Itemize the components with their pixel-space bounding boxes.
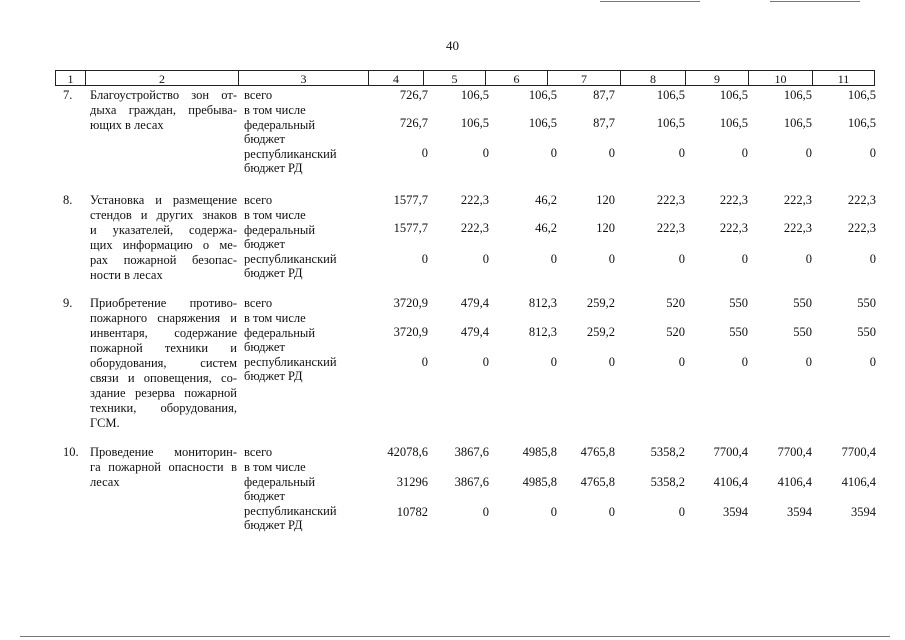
funding-label-republic-2: бюджет РД <box>244 369 303 383</box>
row-description <box>90 445 237 490</box>
funding-label-including: в том числе <box>244 208 306 222</box>
funding-label-federal-2: бюджет <box>244 340 285 354</box>
column-header-1: 1 <box>55 70 85 86</box>
total-value-col-7: 259,2 <box>586 296 615 310</box>
republic-value-col-10: 0 <box>805 252 812 266</box>
total-value-col-10: 550 <box>793 296 812 310</box>
total-value-col-9: 7700,4 <box>713 445 748 459</box>
federal-value-col-5: 222,3 <box>460 221 489 235</box>
column-header-7: 7 <box>547 70 620 86</box>
republic-value-col-7: 0 <box>608 355 615 369</box>
total-value-col-4: 3720,9 <box>393 296 428 310</box>
description-line: оборудования, систем <box>90 356 237 370</box>
total-value-col-6: 46,2 <box>535 193 557 207</box>
total-value-col-10: 7700,4 <box>777 445 812 459</box>
republic-value-col-5: 0 <box>482 355 489 369</box>
description-line: ности в лесах <box>90 268 163 282</box>
total-value-col-5: 222,3 <box>460 193 489 207</box>
total-value-col-5: 479,4 <box>460 296 489 310</box>
description-line: техники, оборудования, <box>90 401 237 415</box>
total-value-col-6: 812,3 <box>528 296 557 310</box>
total-value-col-9: 222,3 <box>719 193 748 207</box>
description-line: ГСМ. <box>90 416 120 430</box>
description-line: инвентаря, содержание <box>90 326 237 340</box>
federal-value-col-7: 87,7 <box>593 116 615 130</box>
federal-value-col-6: 46,2 <box>535 221 557 235</box>
republic-value-col-7: 0 <box>608 252 615 266</box>
federal-value-col-4: 3720,9 <box>393 325 428 339</box>
total-value-col-6: 106,5 <box>528 88 557 102</box>
total-value-col-4: 42078,6 <box>387 445 428 459</box>
total-value-col-11: 550 <box>857 296 876 310</box>
funding-label-including: в том числе <box>244 311 306 325</box>
description-line: пожарной техники и <box>90 341 237 355</box>
row-number: 7. <box>63 88 73 102</box>
funding-label-republic-2: бюджет РД <box>244 518 303 532</box>
row-number: 10. <box>63 445 79 459</box>
total-value-col-11: 7700,4 <box>841 445 876 459</box>
funding-label-federal-2: бюджет <box>244 237 285 251</box>
column-header-2: 2 <box>85 70 238 86</box>
republic-value-col-7: 0 <box>608 505 615 519</box>
federal-value-col-9: 106,5 <box>719 116 748 130</box>
funding-label-total: всего <box>244 296 273 310</box>
republic-value-col-10: 0 <box>805 355 812 369</box>
federal-value-col-6: 106,5 <box>528 116 557 130</box>
total-value-col-8: 5358,2 <box>650 445 685 459</box>
republic-value-col-4: 0 <box>421 146 428 160</box>
republic-value-col-4: 0 <box>421 355 428 369</box>
column-header-9: 9 <box>685 70 748 86</box>
row-number: 9. <box>63 296 73 310</box>
republic-value-col-5: 0 <box>482 146 489 160</box>
republic-value-col-9: 0 <box>741 146 748 160</box>
republic-value-col-6: 0 <box>550 505 557 519</box>
column-header-6: 6 <box>485 70 547 86</box>
total-value-col-9: 106,5 <box>719 88 748 102</box>
description-line: Проведение мониторин- <box>90 445 237 459</box>
total-value-col-4: 1577,7 <box>393 193 428 207</box>
federal-value-col-6: 812,3 <box>528 325 557 339</box>
column-header-11: 11 <box>812 70 875 86</box>
description-line: Приобретение противо- <box>90 296 237 310</box>
federal-value-col-11: 550 <box>857 325 876 339</box>
row-description <box>90 88 237 133</box>
column-header-8: 8 <box>620 70 685 86</box>
republic-value-col-6: 0 <box>550 355 557 369</box>
funding-label-federal-1: федеральный <box>244 223 316 237</box>
funding-label-republic-2: бюджет РД <box>244 266 303 280</box>
description-line: дыха граждан, пребыва- <box>90 103 237 117</box>
republic-value-col-9: 0 <box>741 252 748 266</box>
funding-label-republic-1: республиканский <box>244 252 337 266</box>
republic-value-col-11: 3594 <box>851 505 876 519</box>
republic-value-col-5: 0 <box>482 505 489 519</box>
page-number: 40 <box>446 38 459 53</box>
republic-value-col-8: 0 <box>678 146 685 160</box>
description-line: Установка и размещение <box>90 193 237 207</box>
row-description <box>90 296 237 431</box>
funding-label-federal-1: федеральный <box>244 475 316 489</box>
federal-value-col-10: 550 <box>793 325 812 339</box>
federal-value-col-7: 259,2 <box>586 325 615 339</box>
federal-value-col-4: 31296 <box>396 475 428 489</box>
federal-value-col-8: 106,5 <box>656 116 685 130</box>
federal-value-col-4: 1577,7 <box>393 221 428 235</box>
federal-value-col-11: 106,5 <box>847 116 876 130</box>
republic-value-col-8: 0 <box>678 505 685 519</box>
republic-value-col-11: 0 <box>869 146 876 160</box>
description-line: га пожарной опасности в <box>90 460 237 474</box>
funding-label-federal-2: бюджет <box>244 489 285 503</box>
republic-value-col-9: 3594 <box>723 505 748 519</box>
funding-label-republic-1: республиканский <box>244 147 337 161</box>
column-header-3: 3 <box>238 70 368 86</box>
funding-label-including: в том числе <box>244 460 306 474</box>
description-line: лесах <box>90 475 120 489</box>
total-value-col-9: 550 <box>729 296 748 310</box>
table-header-row <box>55 70 875 86</box>
federal-value-col-8: 520 <box>666 325 685 339</box>
description-line: стендов и других знаков <box>90 208 237 222</box>
federal-value-col-10: 222,3 <box>783 221 812 235</box>
federal-value-col-6: 4985,8 <box>522 475 557 489</box>
funding-label-federal-1: федеральный <box>244 118 316 132</box>
federal-value-col-8: 222,3 <box>656 221 685 235</box>
federal-value-col-7: 120 <box>596 221 615 235</box>
funding-label-republic-1: республиканский <box>244 355 337 369</box>
funding-label-federal-2: бюджет <box>244 132 285 146</box>
total-value-col-6: 4985,8 <box>522 445 557 459</box>
federal-value-col-5: 106,5 <box>460 116 489 130</box>
federal-value-col-9: 222,3 <box>719 221 748 235</box>
republic-value-col-10: 0 <box>805 146 812 160</box>
republic-value-col-6: 0 <box>550 252 557 266</box>
total-value-col-7: 120 <box>596 193 615 207</box>
federal-value-col-10: 106,5 <box>783 116 812 130</box>
total-value-col-8: 106,5 <box>656 88 685 102</box>
total-value-col-11: 222,3 <box>847 193 876 207</box>
total-value-col-10: 106,5 <box>783 88 812 102</box>
federal-value-col-7: 4765,8 <box>580 475 615 489</box>
funding-label-republic-1: республиканский <box>244 504 337 518</box>
column-header-5: 5 <box>423 70 485 86</box>
republic-value-col-10: 3594 <box>787 505 812 519</box>
republic-value-col-6: 0 <box>550 146 557 160</box>
total-value-col-11: 106,5 <box>847 88 876 102</box>
total-value-col-10: 222,3 <box>783 193 812 207</box>
funding-label-total: всего <box>244 193 273 207</box>
description-line: здание резерва пожарной <box>90 386 237 400</box>
description-line: Благоустройство зон от- <box>90 88 237 102</box>
description-line: ющих в лесах <box>90 118 164 132</box>
funding-label-total: всего <box>244 445 273 459</box>
column-header-10: 10 <box>748 70 812 86</box>
republic-value-col-8: 0 <box>678 252 685 266</box>
total-value-col-7: 87,7 <box>593 88 615 102</box>
republic-value-col-8: 0 <box>678 355 685 369</box>
row-description <box>90 193 237 283</box>
federal-value-col-11: 4106,4 <box>841 475 876 489</box>
federal-value-col-11: 222,3 <box>847 221 876 235</box>
scan-edge-top <box>600 1 700 2</box>
column-header-4: 4 <box>368 70 423 86</box>
funding-label-including: в том числе <box>244 103 306 117</box>
republic-value-col-11: 0 <box>869 355 876 369</box>
total-value-col-7: 4765,8 <box>580 445 615 459</box>
total-value-col-4: 726,7 <box>399 88 428 102</box>
federal-value-col-5: 3867,6 <box>454 475 489 489</box>
scan-edge-bottom <box>20 636 890 637</box>
row-number: 8. <box>63 193 73 207</box>
total-value-col-5: 3867,6 <box>454 445 489 459</box>
republic-value-col-4: 0 <box>421 252 428 266</box>
description-line: пожарного снаряжения и <box>90 311 237 325</box>
description-line: связи и оповещения, со- <box>90 371 237 385</box>
federal-value-col-10: 4106,4 <box>777 475 812 489</box>
federal-value-col-5: 479,4 <box>460 325 489 339</box>
republic-value-col-5: 0 <box>482 252 489 266</box>
description-line: и указателей, содержа- <box>90 223 237 237</box>
republic-value-col-9: 0 <box>741 355 748 369</box>
scan-edge-top-right <box>770 1 860 2</box>
federal-value-col-9: 550 <box>729 325 748 339</box>
federal-value-col-9: 4106,4 <box>713 475 748 489</box>
description-line: рах пожарной безопас- <box>90 253 237 267</box>
total-value-col-5: 106,5 <box>460 88 489 102</box>
federal-value-col-4: 726,7 <box>399 116 428 130</box>
total-value-col-8: 520 <box>666 296 685 310</box>
funding-label-federal-1: федеральный <box>244 326 316 340</box>
funding-label-total: всего <box>244 88 273 102</box>
total-value-col-8: 222,3 <box>656 193 685 207</box>
republic-value-col-7: 0 <box>608 146 615 160</box>
funding-label-republic-2: бюджет РД <box>244 161 303 175</box>
description-line: щих информацию о ме- <box>90 238 237 252</box>
republic-value-col-4: 10782 <box>396 505 428 519</box>
federal-value-col-8: 5358,2 <box>650 475 685 489</box>
republic-value-col-11: 0 <box>869 252 876 266</box>
